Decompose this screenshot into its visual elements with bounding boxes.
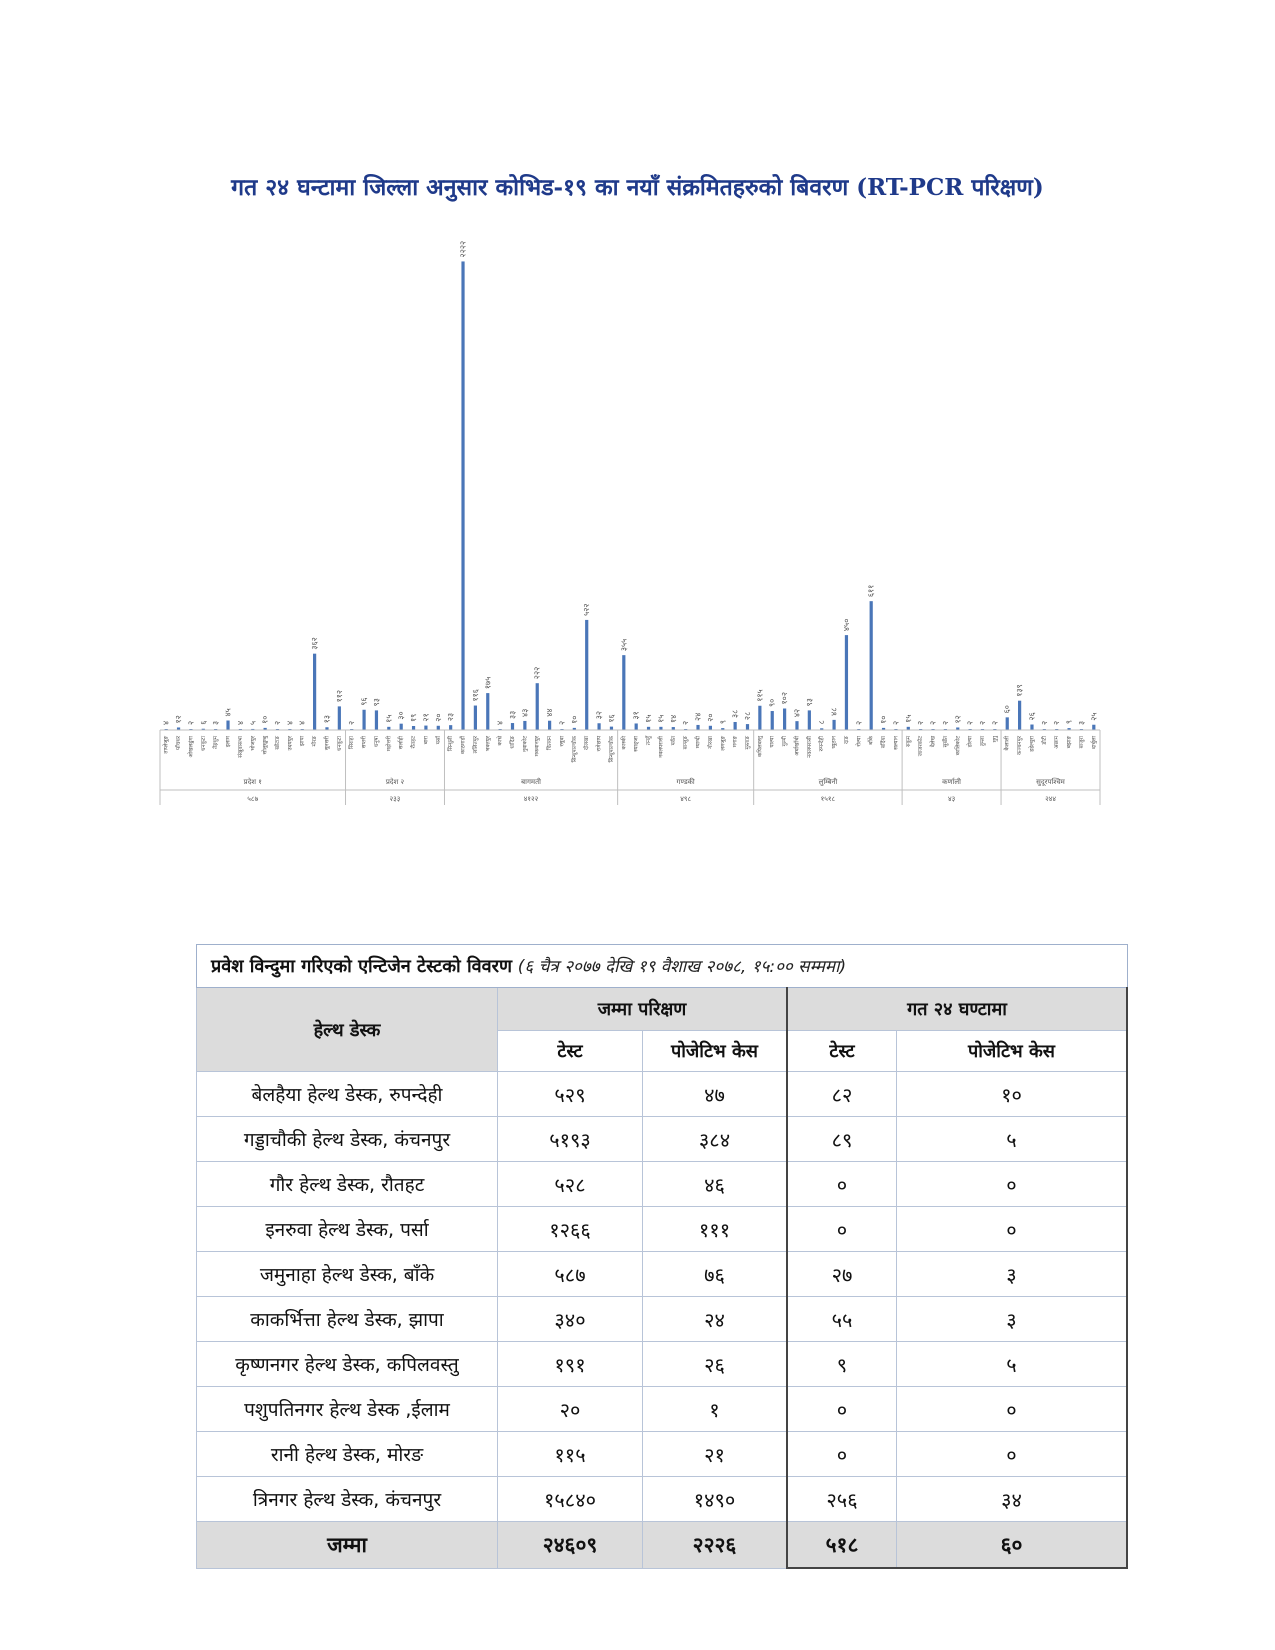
bar [523, 721, 526, 730]
district-tick-label: धनुषा [373, 736, 380, 748]
district-tick-label: सिन्धुपाल्चोक [608, 736, 615, 763]
district-tick-label: हुम्ला [980, 736, 986, 746]
desk-name: पशुपतिनगर हेल्थ डेस्क ,ईलाम [197, 1387, 498, 1432]
table-caption-title: प्रवेश विन्दुमा गरिएको एन्टिजेन टेस्टको विवरण [211, 956, 513, 977]
cell-test: १९१ [498, 1342, 643, 1387]
bar-value-label: २ [273, 720, 282, 725]
table-row [197, 1387, 1128, 1432]
bar-value-label: २ [347, 720, 357, 725]
cell-test-24h: २५६ [787, 1477, 897, 1522]
district-tick-label: भक्तपुर [485, 736, 492, 752]
district-tick-label: तेह्रथुम [213, 736, 220, 749]
district-tick-label: इलाम [225, 736, 232, 748]
province-label: कर्णाली [942, 778, 961, 786]
district-tick-label: स्याङ्जा [633, 736, 640, 752]
bar-value-label: १५ [656, 714, 666, 723]
district-tick-label: रौतहट [411, 736, 418, 749]
district-tick-label: म्याग्दी [695, 736, 702, 749]
bar [783, 708, 786, 730]
bar [375, 710, 378, 730]
bar [696, 725, 699, 730]
bar [338, 706, 341, 730]
table-row [197, 1432, 1128, 1477]
bar-value-label: ४५ [223, 708, 233, 717]
bar [771, 711, 774, 730]
bar-value-label: ६ [198, 720, 208, 725]
bar [808, 710, 811, 730]
bar-value-label: ९६ [359, 697, 369, 706]
district-tick-label: गुल्मी [782, 736, 789, 747]
bar-value-label: १४ [668, 714, 678, 724]
district-tick-label: दैलेख [930, 736, 937, 748]
cell-test: ११५ [498, 1432, 643, 1477]
bar-value-label: २ [557, 720, 567, 725]
cell-positive-24h: ३ [897, 1297, 1128, 1342]
cell-test-24h: ० [787, 1387, 897, 1432]
cell-positive-24h: १० [897, 1072, 1128, 1117]
district-tick-label: अर्घाखाँची [794, 736, 801, 756]
district-tick-label: उदयपुर [287, 736, 294, 751]
bar-value-label: २६ [1027, 712, 1037, 721]
bar [832, 720, 835, 730]
province-label: सुदूरपश्चिम [1036, 778, 1065, 786]
cell-positive: ४६ [643, 1162, 788, 1207]
district-tick-label: कास्की [621, 736, 628, 750]
province-total: ५८७ [247, 795, 259, 803]
district-tick-label: पाँचथर [176, 736, 183, 750]
bar [424, 726, 427, 730]
bar [845, 635, 848, 730]
bar-value-label: २ [990, 720, 1000, 725]
bar [635, 723, 638, 730]
district-tick-label: नवलपरासी [658, 736, 665, 758]
bar [486, 693, 489, 730]
bar-value-label: ११२ [334, 689, 344, 703]
district-tick-label: कालिकोट [955, 736, 962, 756]
district-tick-label: धनकुटा [200, 736, 207, 751]
district-tick-label: धनकुटा [336, 736, 343, 751]
table-row [197, 1117, 1128, 1162]
district-tick-label: पाल्पा [769, 736, 776, 748]
bar-value-label: १५ [644, 714, 654, 723]
bar-value-label: ४८ [829, 707, 839, 716]
bar-value-label: ४ [235, 720, 245, 725]
total-test-24h: ५१८ [787, 1522, 897, 1569]
bar-value-label: ५ [248, 720, 258, 725]
table-row [197, 1207, 1128, 1252]
district-tick-label: सुर्खेत [942, 736, 949, 748]
district-tick-label: सिराहा [349, 736, 356, 750]
bar-value-label: २२२ [532, 666, 542, 680]
bar-value-label: २ [916, 720, 926, 725]
district-tick-label: रुकुम [905, 736, 912, 747]
bar-value-label: २५ [1089, 712, 1099, 721]
bar-value-label: ३५५ [619, 638, 629, 652]
district-tick-label: मकवानपुर [534, 736, 541, 757]
bar-value-label: २३ [446, 712, 456, 722]
table-row [197, 1477, 1128, 1522]
cell-positive-24h: ० [897, 1207, 1128, 1252]
total-test: २४६०९ [498, 1522, 643, 1569]
bar-value-label: ९० [767, 698, 777, 708]
bar-value-label: ४ [285, 720, 295, 725]
bar-value-label: ८ [817, 720, 827, 725]
desk-name: रानी हेल्थ डेस्क, मोरङ [197, 1432, 498, 1477]
district-tick-label: रोल्पा [856, 736, 863, 747]
desk-name: काकर्भित्ता हेल्थ डेस्क, झापा [197, 1297, 498, 1342]
bar [597, 723, 600, 730]
district-tick-label: प्युठान [831, 736, 838, 749]
bar-value-label: ४ [161, 720, 171, 725]
header-test: टेस्ट [498, 1031, 643, 1072]
cell-positive: १११ [643, 1207, 788, 1252]
province-total: २४४ [1045, 795, 1056, 803]
bar [449, 725, 452, 730]
district-tick-label: सर्लाही [398, 736, 405, 750]
district-tick-label: कञ्चनपुर [1017, 736, 1024, 755]
bar [795, 721, 798, 730]
bar-value-label: ९ [1064, 719, 1074, 725]
bar-value-label: ३६२ [310, 637, 320, 650]
province-total: २३३ [389, 795, 401, 803]
bar-value-label: ४ [297, 720, 307, 725]
desk-name: गौर हेल्थ डेस्क, रौतहट [197, 1162, 498, 1207]
bar [437, 726, 440, 730]
district-tick-label: पर्वत [670, 736, 677, 746]
bar [1092, 725, 1095, 730]
district-bar-chart [150, 215, 1110, 855]
bar-value-label: ९३ [804, 698, 814, 707]
total-positive-24h: ६० [897, 1522, 1128, 1569]
bar [709, 726, 712, 730]
bar [362, 710, 365, 730]
district-tick-label: जाजरकोट [918, 736, 925, 757]
bar-value-label: ४२ [792, 708, 802, 718]
district-tick-label: भोजपुर [250, 736, 257, 751]
district-tick-label: काभ्रे [497, 736, 504, 746]
bar-value-label: २ [854, 720, 864, 725]
table-caption [197, 945, 1128, 988]
cell-positive-24h: ० [897, 1387, 1128, 1432]
district-tick-label: सल्यान [893, 736, 900, 750]
bar-value-label: ४ [495, 720, 505, 725]
bar-value-label: २१ [421, 713, 431, 722]
bar-value-label: १३ [322, 714, 332, 724]
header-positive: पोजेटिभ केस [643, 1031, 788, 1072]
cell-test-24h: ० [787, 1207, 897, 1252]
bar-value-label: १६ [606, 714, 616, 723]
cell-test: ५२९ [498, 1072, 643, 1117]
district-tick-label: कपिलवस्तु [757, 736, 764, 757]
header-positive-24h: पोजेटिभ केस [897, 1031, 1128, 1072]
cell-positive-24h: ० [897, 1432, 1128, 1477]
district-tick-label: संखुवासभा [237, 736, 244, 758]
district-tick-label: सिन्धुपाल्चोक [571, 736, 578, 763]
bar [511, 723, 514, 730]
bar-value-label: २२२२ [458, 240, 468, 258]
bar [474, 706, 477, 730]
district-tick-label: रुपन्देही [819, 736, 826, 752]
district-tick-label: ओखलढुंगा [188, 736, 195, 758]
bar-value-label: २ [186, 720, 196, 725]
cell-test: १५८४० [498, 1477, 643, 1522]
cell-positive-24h: ३४ [897, 1477, 1128, 1522]
header-health-desk: हेल्थ डेस्क [197, 988, 498, 1072]
district-tick-label: कैलाली [1004, 736, 1011, 751]
cell-positive: ४७ [643, 1072, 788, 1117]
district-tick-label: डडेल्धुरा [1029, 736, 1036, 752]
total-label: जम्मा [197, 1522, 498, 1569]
cell-positive-24h: ५ [897, 1117, 1128, 1162]
total-positive: २२२६ [643, 1522, 788, 1569]
desk-name: जमुनाहा हेल्थ डेस्क, बाँके [197, 1252, 498, 1297]
bar-value-label: ६११ [866, 584, 876, 598]
bar-value-label: १० [879, 715, 889, 724]
bar [461, 261, 464, 730]
cell-test-24h: २७ [787, 1252, 897, 1297]
district-tick-label: दाङ [843, 736, 850, 744]
district-tick-label: लमजुङ [720, 736, 727, 751]
table-row [197, 1342, 1128, 1387]
bar [622, 655, 625, 730]
cell-positive: ३८४ [643, 1117, 788, 1162]
bar-value-label: १३९ [1015, 684, 1025, 697]
province-label: प्रदेश २ [385, 778, 405, 786]
bar-value-label: १० [260, 715, 270, 724]
bar [400, 724, 403, 730]
district-tick-label: महोत्तरी [386, 736, 393, 752]
bar-value-label: १७५ [483, 676, 493, 690]
bar-value-label: ३० [396, 711, 406, 720]
bar-value-label: ३२ [594, 710, 604, 720]
bar [746, 724, 749, 730]
district-tick-label: बर्दिया [881, 736, 888, 749]
header-last-24h: गत २४ घण्टामा [787, 988, 1127, 1031]
district-tick-label: बाजुरा [1078, 736, 1085, 749]
district-tick-label: मुस्ताङ [745, 736, 751, 750]
cell-test-24h: ८९ [787, 1117, 897, 1162]
district-tick-label: झापा [299, 736, 306, 747]
bar [313, 654, 316, 730]
bar-value-label: ३ [1076, 720, 1086, 725]
province-total: १५१८ [820, 795, 836, 803]
district-tick-label: धादिङ [510, 736, 516, 749]
bar [758, 706, 761, 730]
cell-test: ३४० [498, 1297, 643, 1342]
bar [734, 722, 737, 730]
bar-value-label: ४५० [841, 618, 851, 632]
bar [1006, 717, 1009, 730]
bar-value-label: ५२२ [582, 603, 592, 616]
bar [585, 620, 588, 730]
district-tick-label: मुगु [992, 736, 999, 743]
province-total: ४९८ [680, 795, 692, 803]
bar-value-label: १० [569, 715, 579, 724]
district-tick-label: अछाम [1054, 736, 1061, 749]
district-tick-label: तनहुँ [646, 736, 653, 746]
district-tick-label: मोरङ [312, 736, 319, 747]
cell-test: ५२८ [498, 1162, 643, 1207]
table-row [197, 1072, 1128, 1117]
bar-value-label: १९ [409, 713, 419, 722]
cell-test: २० [498, 1387, 643, 1432]
district-tick-label: सप्तरी [361, 736, 368, 749]
bar-value-label: ९३ [371, 698, 381, 707]
cell-positive-24h: ३ [897, 1252, 1128, 1297]
bar-value-label: २ [965, 720, 975, 725]
cell-positive: २४ [643, 1297, 788, 1342]
bar [412, 726, 415, 730]
district-tick-label: ललितपुर [472, 736, 479, 754]
cell-positive: १ [643, 1387, 788, 1432]
district-tick-label: ताप्लेजुङ [163, 736, 170, 754]
antigen-test-table [196, 944, 1128, 1569]
cell-test: ५८७ [498, 1252, 643, 1297]
bar [548, 721, 551, 730]
district-tick-label: दोलखा [584, 736, 591, 750]
bar-value-label: ९ [718, 719, 728, 725]
bar-value-label: १५ [903, 714, 913, 723]
bar [226, 721, 229, 730]
bar-value-label: २ [891, 720, 901, 725]
district-tick-label: चितवन [547, 736, 554, 751]
district-tick-label: गोरखा [707, 736, 714, 749]
page-title: गत २४ घन्टामा जिल्ला अनुसार कोभिड-१९ का नयाँ संक्रमितहरुको बिवरण (RT-PCR परिक्षण) [231, 174, 1044, 201]
bar-value-label: ३ [211, 720, 221, 725]
bar-value-label: १२ [174, 715, 184, 724]
header-test-24h: टेस्ट [787, 1031, 897, 1072]
cell-test: १२६६ [498, 1207, 643, 1252]
bar-value-label: २ [1052, 720, 1062, 725]
cell-test-24h: ९ [787, 1342, 897, 1387]
district-tick-label: बारा [423, 736, 430, 745]
district-tick-label: नवलपरासी [806, 736, 813, 758]
district-tick-label: सुनसरी [324, 736, 331, 751]
district-tick-label: बझाङ [1066, 736, 1073, 749]
bar-value-label: ११६ [470, 689, 480, 702]
cell-test-24h: ० [787, 1432, 897, 1477]
bar-value-label: ३८ [730, 709, 740, 718]
district-tick-label: पर्सा [435, 736, 442, 745]
province-total: ४३ [947, 795, 956, 803]
desk-name: बेलहैया हेल्थ डेस्क, रुपन्देही [197, 1072, 498, 1117]
header-total-tests: जम्मा परिक्षण [498, 988, 788, 1031]
bar-value-label: ४३ [520, 708, 530, 717]
bar [1030, 725, 1033, 730]
bar-value-label: २ [681, 720, 691, 725]
bar-value-label: २० [705, 713, 715, 722]
table-caption-period: (६ चैत्र २०७७ देखि १९ वैशाख २०७८, १५:०० सम्ममा) [517, 957, 847, 977]
bar-value-label: ६० [1002, 705, 1012, 714]
bar-value-label: २८ [743, 711, 752, 721]
bar-value-label: १०२ [780, 692, 790, 705]
district-tick-label: सोलुखुम्बु [262, 736, 269, 755]
table-row [197, 1162, 1128, 1207]
district-tick-label: काठमाडौं [460, 736, 467, 754]
cell-positive-24h: ० [897, 1162, 1128, 1207]
province-total: ४१२२ [523, 795, 539, 803]
district-tick-label: बाँके [868, 736, 875, 745]
province-label: प्रदेश १ [243, 778, 262, 786]
district-tick-label: बाग्लुङ [683, 736, 690, 750]
bar [536, 683, 539, 730]
bar-value-label: २ [1039, 720, 1049, 725]
bar-value-label: २ [940, 720, 950, 725]
district-tick-label: रसुवा [559, 736, 566, 747]
bar [610, 727, 613, 730]
table-body [197, 1072, 1128, 1522]
bar-value-label: ३१ [631, 711, 641, 720]
bar [870, 601, 873, 730]
total-row [197, 1522, 1128, 1569]
cell-positive: २६ [643, 1342, 788, 1387]
bar-value-label: २ [978, 720, 987, 725]
table-row [197, 1252, 1128, 1297]
district-tick-label: सिन्धुली [448, 736, 455, 752]
cell-test: ५१९३ [498, 1117, 643, 1162]
cell-test-24h: ८२ [787, 1072, 897, 1117]
cell-positive: ७६ [643, 1252, 788, 1297]
district-tick-label: डोल्पा [967, 736, 974, 748]
cell-positive-24h: ५ [897, 1342, 1128, 1387]
province-label: गण्डकी [676, 778, 695, 786]
bar-value-label: १२ [953, 715, 963, 724]
bar-value-label: २० [433, 713, 443, 722]
district-tick-label: मनाङ [732, 736, 739, 748]
district-tick-label: रामेछाप [596, 736, 603, 752]
bar-value-label: ३३ [508, 710, 517, 720]
district-tick-label: डोटी [1041, 736, 1048, 745]
district-tick-label: दार्चुला [1091, 736, 1098, 749]
cell-test-24h: ० [787, 1162, 897, 1207]
desk-name: गड्डाचौकी हेल्थ डेस्क, कंचनपुर [197, 1117, 498, 1162]
cell-positive: १४९० [643, 1477, 788, 1522]
bar-value-label: २ [928, 720, 938, 725]
province-label: बागमती [521, 778, 541, 786]
bar-value-label: २४ [693, 712, 703, 721]
cell-positive: २१ [643, 1432, 788, 1477]
bar-value-label: १५ [384, 714, 394, 723]
desk-name: त्रिनगर हेल्थ डेस्क, कंचनपुर [197, 1477, 498, 1522]
district-tick-label: नुवाकोट [522, 736, 529, 752]
desk-name: कृष्णनगर हेल्थ डेस्क, कपिलवस्तु [197, 1342, 498, 1387]
district-tick-label: खोटाङ [275, 736, 281, 750]
bar [1018, 701, 1021, 730]
province-label: लुम्बिनी [818, 778, 838, 786]
cell-test-24h: ५५ [787, 1297, 897, 1342]
bar-value-label: ४४ [545, 708, 555, 717]
desk-name: इनरुवा हेल्थ डेस्क, पर्सा [197, 1207, 498, 1252]
bar-value-label: ११५ [755, 689, 765, 702]
table-row [197, 1297, 1128, 1342]
